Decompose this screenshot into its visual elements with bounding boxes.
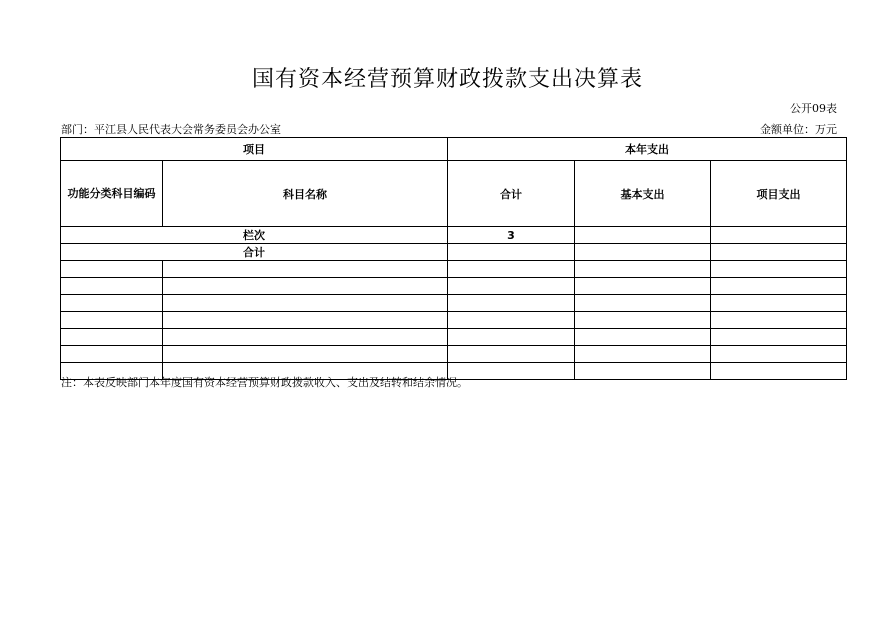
column-number-basic [575,227,711,244]
table-cell [163,346,448,363]
expenditure-table [60,137,847,380]
total-basic-cell [575,244,711,261]
table-cell [711,363,847,380]
column-number-total: 3 [448,227,575,244]
total-label: 合计 [61,244,448,261]
table-cell [575,329,711,346]
total-row [61,244,847,261]
header-current-year-expenditure: 本年支出 [448,138,847,161]
table-cell [711,278,847,295]
table-cell [448,329,575,346]
table-cell [163,329,448,346]
table-cell [61,295,163,312]
table-cell [575,278,711,295]
table-cell [711,329,847,346]
table-cell [448,295,575,312]
department-label: 部门：平江县人民代表大会常务委员会办公室 [61,123,281,136]
header-project: 项目 [61,138,448,161]
table-cell [575,295,711,312]
table-cell [711,312,847,329]
table-row [61,295,847,312]
table-row [61,346,847,363]
table-cell [163,295,448,312]
column-number-label: 栏次 [61,227,448,244]
header-total: 合计 [448,161,575,227]
table-row [61,278,847,295]
header-row-2 [61,161,847,227]
amount-unit-label: 金额单位：万元 [760,123,837,136]
header-basic-expenditure: 基本支出 [575,161,711,227]
table-cell [575,312,711,329]
table-cell [448,312,575,329]
column-number-project [711,227,847,244]
page-title: 国有资本经营预算财政拨款支出决算表 [251,67,643,92]
total-cell [448,244,575,261]
table-row [61,261,847,278]
table-cell [448,261,575,278]
table-cell [711,346,847,363]
header-function-code: 功能分类科目编码 [61,161,163,227]
header-project-expenditure: 项目支出 [711,161,847,227]
column-number-row [61,227,847,244]
table-cell [163,278,448,295]
table-cell [61,346,163,363]
table-cell [163,312,448,329]
table-row [61,329,847,346]
table-cell [575,363,711,380]
header-subject-name: 科目名称 [163,161,448,227]
footnote: 注：本表反映部门本年度国有资本经营预算财政拨款收入、支出及结转和结余情况。 [61,376,468,389]
table-cell [711,295,847,312]
table-cell [163,261,448,278]
table-cell [61,278,163,295]
table-cell [448,278,575,295]
form-code: 公开09表 [790,102,837,115]
table-cell [448,346,575,363]
table-cell [61,261,163,278]
table-cell [61,329,163,346]
total-project-cell [711,244,847,261]
table-cell [61,312,163,329]
table-cell [711,261,847,278]
table-row [61,312,847,329]
header-row-1 [61,138,847,161]
table-cell [575,346,711,363]
table-cell [575,261,711,278]
